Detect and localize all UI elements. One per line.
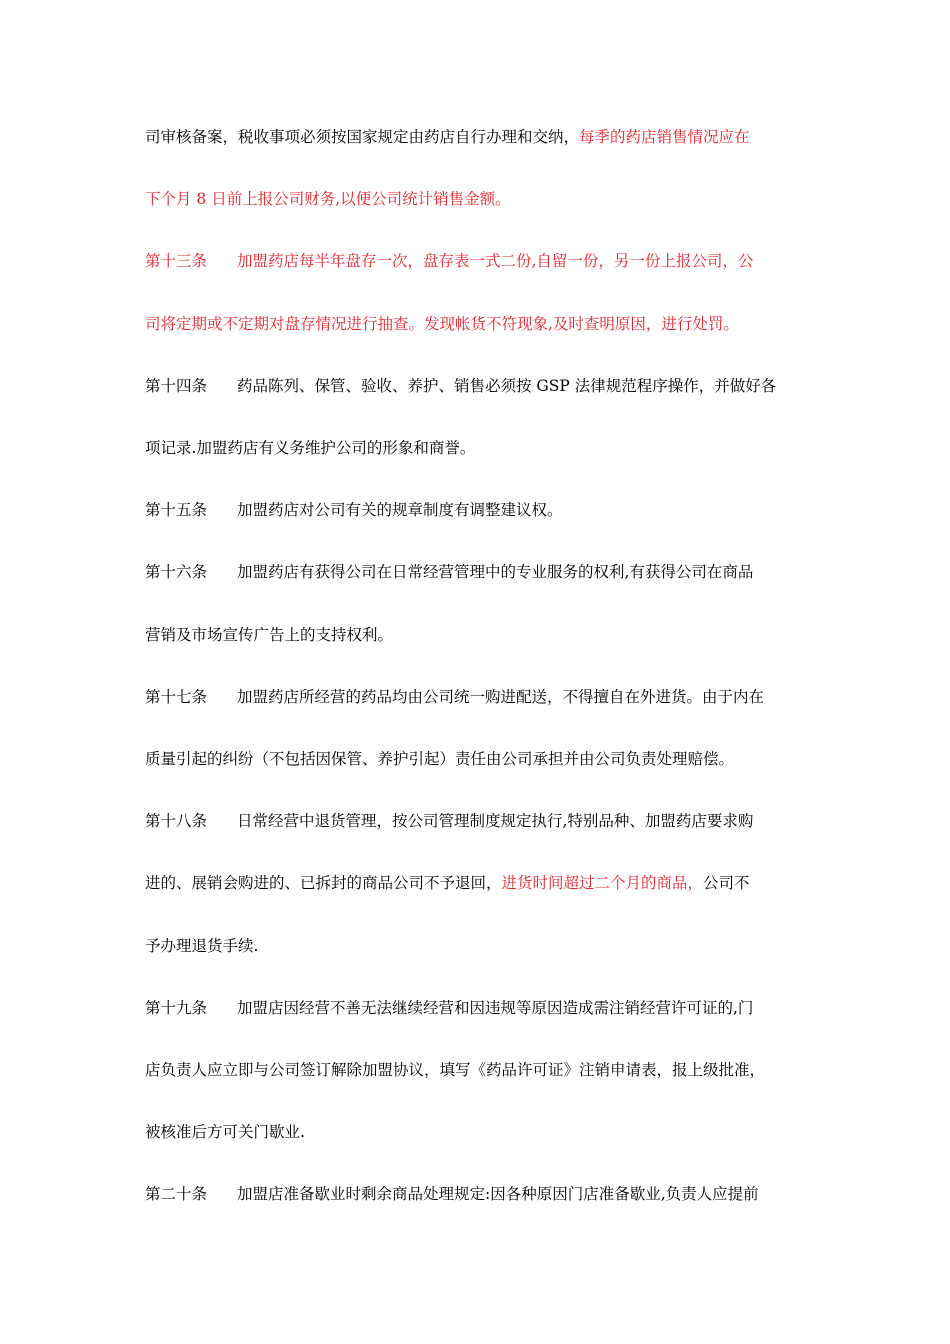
highlighted-text: 每季的药店销售情况应在 [579, 128, 750, 146]
text-line [145, 749, 815, 769]
article-number: 第十九条 [145, 999, 208, 1017]
body-text: 进的、展销会购进的、已拆封的商品公司不予退回， [145, 874, 502, 892]
body-text: 司审核备案，税收事项必须按国家规定由药店自行办理和交纳， [145, 128, 580, 146]
text-line [145, 1122, 815, 1142]
text-line [145, 936, 815, 956]
body-text: 日常经营中退货管理，按公司管理制度规定执行,特别品种、加盟药店要求购 [237, 812, 754, 830]
body-text: 加盟药店对公司有关的规章制度有调整建议权。 [237, 501, 563, 519]
highlighted-text: 下个月 8 日前上报公司财务,以便公司统计销售金额。 [145, 190, 511, 208]
body-text: 营销及市场宣传广告上的支持权利。 [145, 626, 394, 644]
article-heading-line [145, 998, 815, 1018]
body-text: 被核准后方可关门歇业. [145, 1123, 305, 1141]
article-number: 第二十条 [145, 1185, 208, 1203]
body-text: 项记录.加盟药店有义务维护公司的形象和商誉。 [145, 439, 476, 457]
text-line [145, 438, 815, 458]
article-heading-line [145, 376, 815, 396]
article-heading-line [145, 687, 815, 707]
text-line [145, 127, 815, 147]
text-line [145, 189, 815, 209]
body-text: 加盟药店所经营的药品均由公司统一购进配送，不得擅自在外进货。由于内在 [237, 688, 765, 706]
text-line [145, 625, 815, 645]
text-line [145, 314, 815, 334]
body-text: 加盟店因经营不善无法继续经营和因违规等原因造成需注销经营许可证的,门 [237, 999, 754, 1017]
article-heading-line [145, 251, 815, 271]
body-text: 加盟药店有获得公司在日常经营管理中的专业服务的权利,有获得公司在商品 [237, 563, 754, 581]
text-line [145, 1060, 815, 1080]
text-line [145, 873, 815, 893]
article-heading-line [145, 562, 815, 582]
article-heading-line [145, 500, 815, 520]
article-number: 第十八条 [145, 812, 208, 830]
article-number: 第十五条 [145, 501, 208, 519]
body-text: 公司不 [703, 874, 750, 892]
body-text: 店负责人应立即与公司签订解除加盟协议，填写《药品许可证》注销申请表，报上级批准， [145, 1061, 766, 1079]
article-number: 第十四条 [145, 377, 208, 395]
highlighted-text: 司将定期或不定期对盘存情况进行抽查。发现帐货不符现象,及时查明原因，进行处罚。 [145, 315, 739, 333]
article-heading-line [145, 811, 815, 831]
article-number: 第十三条 [145, 252, 208, 270]
article-heading-line [145, 1184, 815, 1204]
article-number: 第十六条 [145, 563, 208, 581]
highlighted-text: 进货时间超过二个月的商品， [501, 874, 704, 892]
body-text: 加盟店准备歇业时剩余商品处理规定:因各种原因门店准备歇业,负责人应提前 [237, 1185, 759, 1203]
body-text: 质量引起的纠纷（不包括因保管、养护引起）责任由公司承担并由公司负责处理赔偿。 [145, 750, 735, 768]
highlighted-text: 加盟药店每半年盘存一次，盘存表一式二份,自留一份，另一份上报公司，公 [237, 252, 754, 270]
body-text: 药品陈列、保管、验收、养护、销售必须按 GSP 法律规范程序操作，并做好各 [237, 377, 777, 395]
body-text: 予办理退货手续. [145, 937, 259, 955]
article-number: 第十七条 [145, 688, 208, 706]
